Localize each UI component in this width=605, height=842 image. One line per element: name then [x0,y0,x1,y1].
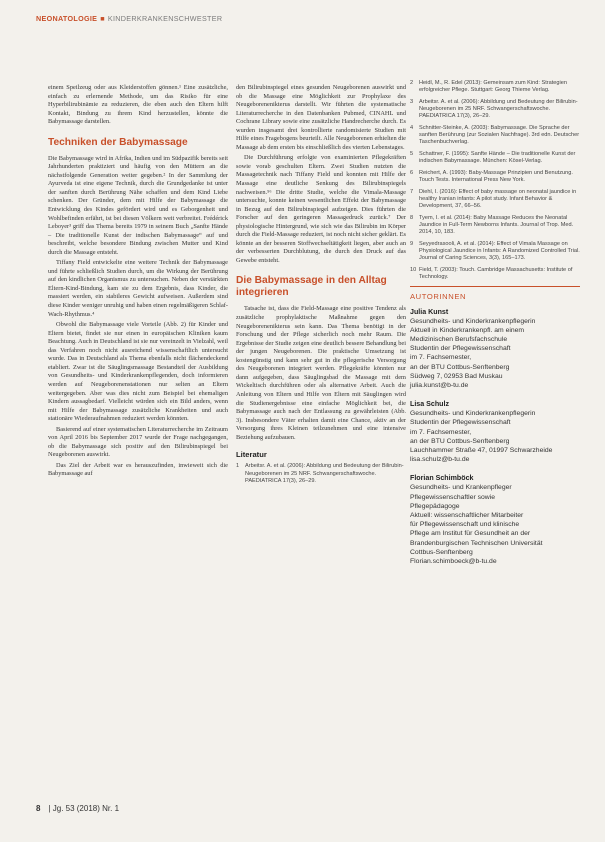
reference-text: Schnitter-Steinke, A. (2003): Babymassage. Die Sprache der sanften Berührung (zur Sozialen Nachfrage). 3rd edn. Deutscher Taschenbuchverlag. [419,124,580,146]
reference-number: 5 [410,150,414,157]
author-block [410,474,580,566]
reference-number: 4 [410,124,414,131]
reference-list [236,463,406,485]
author-line: im 7. Fachsemester, [410,428,472,436]
reference-number: 6 [410,169,414,176]
author-line: Studentin der Pflegewissenschaft [410,419,511,427]
body-paragraph: Die Babymassage wird in Afrika, Indien und im Südpazifik bereits seit Jahrhunderten praktiziert und häufig von den Müttern an die nächstfolgende Generation weiter gegeben.² In der Sammlung der Ayurveda ist eine eigene Technik, durch die Grundgedanke ist unter der sanften durch Berührung Nähe schaffen und dem Kind Liebe schenken. Der Gründer, dem mit Hilfe der Babymassage die Entwicklung des Kindes gefördert wird und es Geborgenheit und Wohlbefinden erfährt, ist bei diesen Völkern weit verbreitet. Frédérick Leboyer³ griff das Thema bereits 1979 in seinem Buch „Sanfte Hände – Die traditionelle Kunst der indischen Babymassage“ auf und beschreibt, welche besondere Bindung zwischen Mutter und Kind durch die Massage entsteht. [48,154,228,256]
reference-text: Heidl, M., R. Edel (2013): Gemeinsam zum Kind: Strategien erfolgreicher Pflege. Stuttgart: Georg Thieme Verlag. [419,80,567,94]
column-middle [236,84,406,489]
author-email[interactable]: julia.kunst@b-tu.de [410,381,469,389]
reference-number: 3 [410,98,414,105]
body-paragraph: Basierend auf einer systematischen Literaturrecherche im Zeitraum von April 2016 bis September 2017 wurde der Frage nachgegangen, ob die Babymassage sich positiv auf den Bilirubinspiegel bei Neugeborenen auswirkt. [48,425,228,459]
author-line: Medizinischen Berufsfachschule [410,335,508,343]
body-paragraph: Die Durchführung erfolgte von examinierten Pflegekräften sowie vorab geschulten Eltern. Zwei Studien nutzten die Massagetechnik nach Tiffany Field und konnten mit Hilfe der Massage eine deutliche Senkung des Bilirubinspiegels nachweisen.⁵⁶ Die dritte Studie, welche die Vimala-Massage untersuchte, konnte keinen wesentlichen Effekt der Babymassage in Bezug auf den Bilirubinspiegel aufzeigen. Dies führten die Forscher auf den geringeren Massagedruck zurück.⁷ Der physiologische Hintergrund, wie sich wie das Bilirubin im Körper durch die Field-Massage reduziert, ist noch nicht sicher geklärt. Es könnte an der besseren Stoffwechseltätigkeit liegen, aber auch an der verbesserten Durchblutung, die durch den Druck auf das Gewebe entsteht. [236,154,406,264]
running-head-title: KINDERKRANKENSCHWESTER [107,14,223,23]
reference-item [410,80,580,95]
author-line: Gesundheits- und Kinderkrankenpflegerin [410,410,536,418]
reference-number: 8 [410,214,414,221]
intro-paragraph: einem Speilzeug oder aus Kleiderstoffen gönnen.¹ Eine zusätzliche, einfach zu erlernende Methode, um das Risiko für eine Hyperbilirubinämie zu reduzieren, die eben auch den Eltern hilft Kontakt, Bindung zu ihrem Kind herzustellen, könnte die Babymassage darstellen. [48,84,228,126]
reference-text: Diehl, I. (2016): Effect of baby massage on neonatal jaundice in healthy Iranian infants: A pilot study. Infant Behavior & Development, 37, 66–56. [419,188,577,210]
author-email[interactable]: Florian.schimboeck@b-tu.de [410,557,497,565]
reference-item [410,170,580,185]
author-block [410,400,580,464]
author-line: Pflegepädagoge [410,502,460,510]
author-line: Aktuell in Kinderkrankenpfl. am einem [410,326,525,334]
authors-heading: AUTORINNEN [410,291,467,301]
author-line: im 7. Fachsemester, [410,354,472,362]
body-paragraph: Tatsache ist, dass die Field-Massage eine positive Tendenz als zusätzliche prophylaktische Maßnahme gegen den Neugeborenenikterus sein kann. Das Thema benötigt in der Forschung und der Pflege sicherlich noch mehr Raum. Die Ergebnisse der Studie zeigen eine deutlich bessere Behandlung bei der jungen Neugeborenen. Die praktische Umsetzung ist kostengünstig und kann sehr gut in die pflegerische Versorgung des Neugeborenen integriert werden. Pflegekräfte könnten nur dann aufgegeben, dass Säuglingsbad die Massage mit dem Wickeltisch durchführen oder als alternative Arbeit. Auch die Anleitung von Eltern und Hilfe von Eltern mit Säuglingen wird die Studienergebnisse eine einfache Möglichkeit bei, die Babymassage auch nach der Entlassung zu gewährleisten (Abb. 3). Insbesondere Väter erhalten damit eine Chance, aktiv an der Versorgung ihres Kleinen teilzunehmen und eine intensive Beziehung aufzubauen. [236,305,406,441]
author-line: Gesundheits- und Krankenpfleger [410,484,512,492]
author-line: für Pflegewissenschaft und klinische [410,521,520,529]
author-line: Südweg 7, 02953 Bad Muskau [410,372,503,380]
author-line: Cottbus-Senftenberg [410,548,473,556]
reference-number: 9 [410,240,414,247]
section-divider [410,286,580,287]
body-paragraph: Tiffany Field entwickelte eine weitere Technik der Babymassage und führte schließlich Studien durch, um die Wirkung der Berührung auf den kindlichen Organismus zu untersuchen. Neben der verstärkten Eltern-Kind-Bindung, kam sie zu dem Ergebnis, dass Kinder, die massiert werden, ein stabileres Gewicht aufweisen. Außerdem sind diese Kinder weniger unruhig und haben einen regelmäßigeren Schlaf-Wach-Rhythmus.⁴ [48,259,228,318]
author-line: Studentin der Pflegewissenschaft [410,345,511,353]
author-line: Aktuell: wissenschaftlicher Mitarbeiter [410,511,524,519]
reference-text: Field, T. (2003): Touch. Cambridge Massachusetts: Institute of Technology. [419,266,573,281]
reference-item [410,189,580,211]
column-right [410,80,580,576]
reference-number: 10 [410,266,417,273]
page-number: 8 [36,804,41,813]
author-name: Florian Schimböck [410,474,474,483]
reference-item [410,215,580,237]
section-heading-daily-life: Die Babymassage in den Alltag integrieren [236,275,387,299]
running-head-separator: ■ [100,14,105,23]
author-line: Gesundheits- und Kinderkrankenpflegerin [410,317,536,325]
author-name: Lisa Schulz [410,400,450,409]
column-left [48,84,228,481]
body-paragraph: den Bilirubinspiegel eines gesunden Neugeborenen auswirkt und ob die Massage eine Möglichkeit zur Prophylaxe des Neugeborenenikterus darstellt. Wir führten die systematische Literaturrecherche in den Datenbanken Pubmed, CINAHL und Cochrane Library sowie eine zusätzliche Handrecherche durch. Es wurden insgesamt drei kontrollierte randomisierte Studien mit Hilfe eines Fragebogens beurteilt. Alle Neugeborenen erhielten die Massage ab dem ersten bis einschließlich des vierten Lebenstages. [236,84,406,151]
author-line: Brandenburgischen Technischen Universität [410,539,543,547]
author-line: Pflegewissenschaftler sowie [410,493,496,501]
author-line: an der BTU Cottbus-Senftenberg [410,437,510,445]
body-paragraph: Obwohl die Babymassage viele Vorteile (Abb. 2) für Kinder und Eltern bietet, findet sie nur einen in europäischen Kliniken kaum Beachtung. Auch in Deutschland ist sie nur vereinzelt in Vielzahl, weil das Verfahren noch nicht ausreichend wissenschaftlich untersucht wurde. Das in Deutschland als Thema ebenfalls nicht flächendeckend etabliert. Zwar ist die Säuglingsmassage Bestandteil der Ausbildung von Gesundheits- und Kinderkrankenpflegenden, doch informieren werden auf Neugeborenenstationen nur selten an Eltern weitergegeben. Aber was dies nicht zum Beispiel bei ehemaligen Kindern aussagbedarf. Vielleicht würden sich ein Bild anders, wenn mit Hilfe der Babymassage zusätzliche Krankheiten und auch stationäre Wiederaufnahmen reduziert werden könnten. [48,321,228,423]
reference-number: 1 [236,463,240,470]
author-email[interactable]: lisa.schulz@b-tu.de [410,456,470,464]
reference-list [410,80,580,281]
reference-text: Seyyedrasooli, A. et al. (2014): Effect of Vimala Massage on Physiological Jaundice in Infants: A Randomized Controlled Trial. Journal of Caring Sciences, 3(3), 165–173. [419,240,580,262]
body-paragraph: Das Ziel der Arbeit war es herauszufinden, inwieweit sich die Babymassage auf [48,461,228,478]
reference-item [410,241,580,263]
reference-item [410,125,580,147]
running-head [36,14,222,23]
author-line: an der BTU Cottbus-Senftenberg [410,363,510,371]
reference-number: 2 [410,80,414,86]
page-footer [36,804,119,813]
reference-text: Tyem, I. et al. (2014): Baby Massage Reduces the Neonatal Jaundice in Full-Term Newborns Infants. Journal of Trop. Med. 2014, 10, 183. [419,214,574,236]
author-block [410,308,580,391]
author-name: Julia Kunst [410,307,449,316]
reference-text: Arbeitsr. A. et al. (2006): Abbildung und Bedeutung der Bilirubin-Neugeborenen im 25 NRF. Schwangerschaftswoche. PAEDIATRICA 17(3), 26–29. [419,98,578,120]
reference-item [236,463,406,485]
section-heading-techniques: Techniken der Babymassage [48,136,188,148]
literature-heading: Literatur [236,450,267,460]
running-head-category: NEONATOLOGIE [36,14,98,23]
issue-info: | Jg. 53 (2018) Nr. 1 [48,804,120,813]
reference-item [410,99,580,121]
reference-item [410,151,580,166]
reference-text: Schattner, F. (1995): Sanfte Hände – Die traditionelle Kunst der indischen Babymassage. München: Kösel-Verlag. [419,150,576,165]
reference-text: Reichert, A. (1993): Baby-Massage Prinzipien und Benutzung. Touch Tests. International Press New York. [419,169,573,184]
author-line: Lauchhammer Straße 47, 01997 Schwarzheide [410,446,553,454]
reference-text: Arbeitsr. A. et al. (2006): Abbildung und Bedeutung der Bilirubin-Neugeborenen im 25 NRF. Schwangerschaftswoche. PAEDIATRICA 17(3), 26–29. [245,463,404,484]
author-line: Pflege am Institut für Gesundheit an der [410,530,531,538]
reference-item [410,267,580,282]
reference-number: 7 [410,188,414,195]
